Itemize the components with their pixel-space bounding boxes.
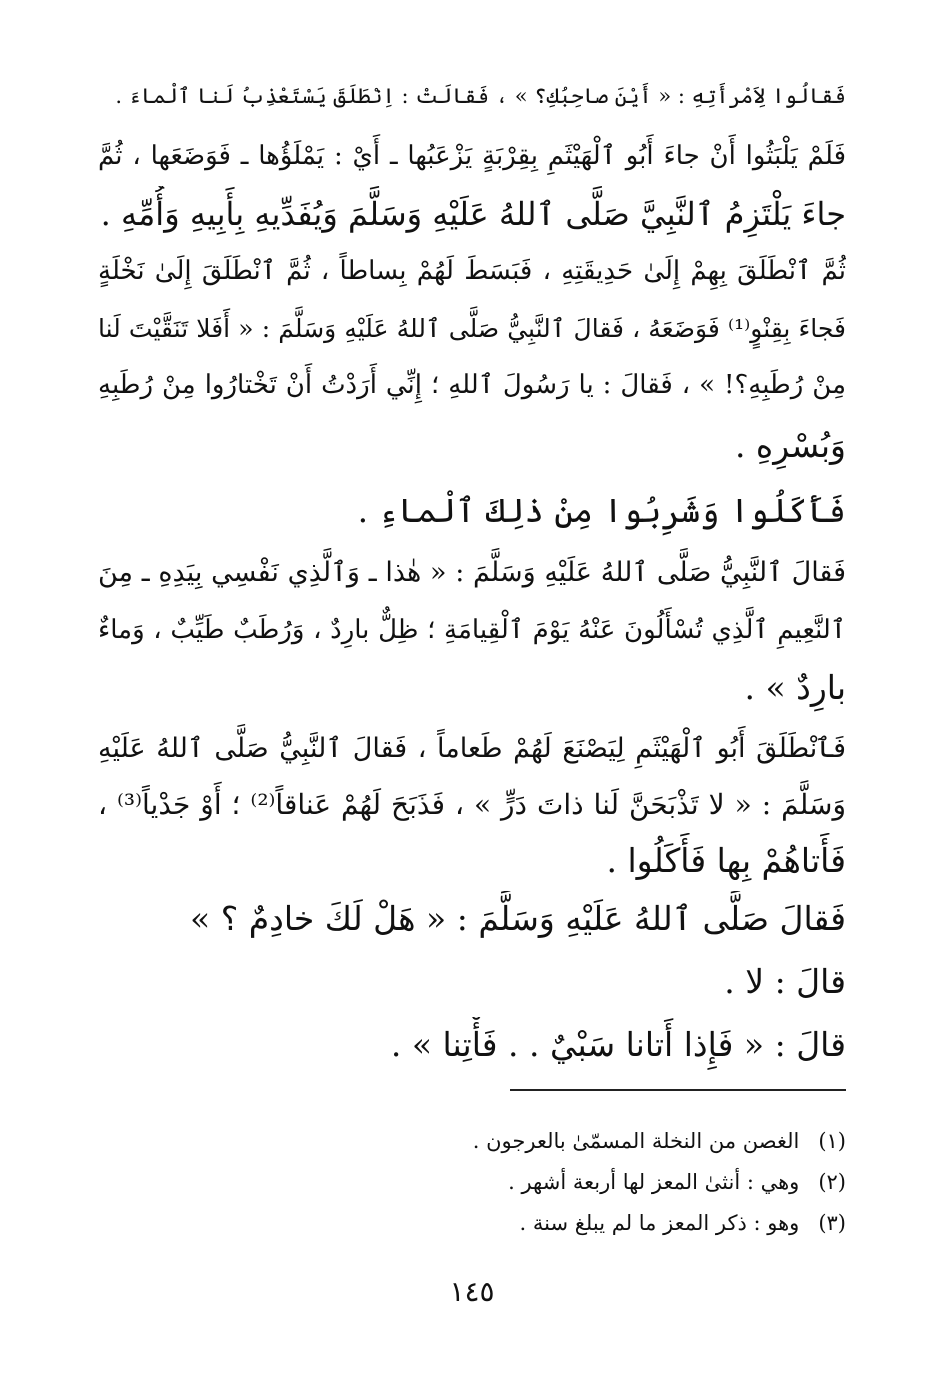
footnote-separator bbox=[510, 1089, 846, 1091]
footnote-number: (١) bbox=[818, 1129, 846, 1153]
text-line: وَسَلَّمَ : « لا تَذْبَحَنَّ لَنا ذاتَ دَرٍّ » ، فَذَبَحَ لَهُمْ عَناقاً⁽²⁾ ؛ أَوْ جَدْياً⁽³⁾ ، bbox=[98, 788, 846, 821]
text-line: ثُمَّ ٱنْطَلَقَ بِهِمْ إِلَىٰ حَدِيقَتِهِ ، فَبَسَطَ لَهُمْ بِساطاً ، ثُمَّ ٱنْطَلَقَ إِلَىٰ نَخْلَةٍ bbox=[98, 256, 846, 286]
text-line: ٱلنَّعِيمِ ٱلَّذِي تُسْأَلُونَ عَنْهُ يَوْمَ ٱلْقِيامَةِ ؛ ظِلٌّ بارِدٌ ، وَرُطَبٌ طَيِّبٌ ، وَماءٌ bbox=[98, 615, 846, 645]
page-number: ١٤٥ bbox=[449, 1275, 495, 1308]
text-line: مِنْ رُطَبِهِ؟! » ، فَقالَ : يا رَسُولَ ٱللهِ ؛ إِنِّي أَرَدْتُ أَنْ تَخْتارُوا مِنْ رُطَبِهِ bbox=[98, 370, 846, 400]
text-line: فَجاءَ بِقِنْوٍ⁽¹⁾ فَوَضَعَهُ ، فَقالَ ٱلنَّبِيُّ صَلَّى ٱللهُ عَلَيْهِ وَسَلَّمَ : « أَفَلا تَنَقَّيْتَ لَنا bbox=[98, 314, 846, 343]
footnote bbox=[98, 1164, 846, 1200]
footnote-text: وهو : ذكر المعز ما لم يبلغ سنة . bbox=[519, 1211, 800, 1235]
text-line: فَقالُوا لِاَمْرأَتِهِ : « أَيْنَ صاحِبُكِ؟ » ، فَقالَتْ : اِنْطَلَقَ يَسْتَعْذِبُ لَنا ٱلْماءَ . bbox=[115, 84, 846, 108]
text-line: فَقالَ صَلَّى ٱللهُ عَلَيْهِ وَسَلَّمَ : « هَلْ لَكَ خادِمٌ ؟ » bbox=[190, 899, 846, 938]
footnote bbox=[98, 1205, 846, 1241]
footnote bbox=[98, 1123, 846, 1159]
footnote-number: (٢) bbox=[818, 1170, 846, 1194]
text-line: فَأَتاهُمْ بِها فَأَكَلُوا . bbox=[606, 841, 846, 880]
text-line: قالَ : لا . bbox=[724, 962, 846, 1001]
text-line: فَلَمْ يَلْبَثُوا أَنْ جاءَ أَبُو ٱلْهَيْثَمِ بِقِرْبَةٍ يَزْعَبُها ـ أَيْ : يَمْلَؤُها ـ فَوَضَعَها ، ثُمَّ bbox=[98, 141, 846, 171]
text-line: بارِدٌ » . bbox=[744, 668, 846, 707]
text-line: جاءَ يَلْتَزِمُ ٱلنَّبِيَّ صَلَّى ٱللهُ عَلَيْهِ وَسَلَّمَ وَيُفَدِّيهِ بِأَبِيهِ وَأُمِّهِ . bbox=[100, 195, 846, 233]
footnote-text: وهي : أنثىٰ المعز لها أربعة أشهر . bbox=[508, 1170, 800, 1194]
footnote-number: (٣) bbox=[818, 1211, 846, 1235]
text-line: فَقالَ ٱلنَّبِيُّ صَلَّى ٱللهُ عَلَيْهِ وَسَلَّمَ : « هٰذا ـ وَٱلَّذِي نَفْسِي بِيَدِهِ ـ مِنَ bbox=[98, 557, 846, 588]
text-line: فَأَكَلُوا وَشَرِبُوا مِنْ ذٰلِكَ ٱلْماءِ . bbox=[357, 491, 846, 530]
text-line: وَبُسْرِهِ . bbox=[734, 426, 846, 465]
footnote-text: الغصن من النخلة المسمّىٰ بالعرجون . bbox=[472, 1129, 800, 1153]
text-line: قالَ : « فَإِذا أَتانا سَبْيٌ . . فَأْتِنا » . bbox=[390, 1025, 846, 1064]
text-line: فَٱنْطَلَقَ أَبُو ٱلْهَيْثَمِ لِيَصْنَعَ لَهُمْ طَعاماً ، فَقالَ ٱلنَّبِيُّ صَلَّى ٱللهُ عَلَيْهِ bbox=[98, 733, 846, 764]
